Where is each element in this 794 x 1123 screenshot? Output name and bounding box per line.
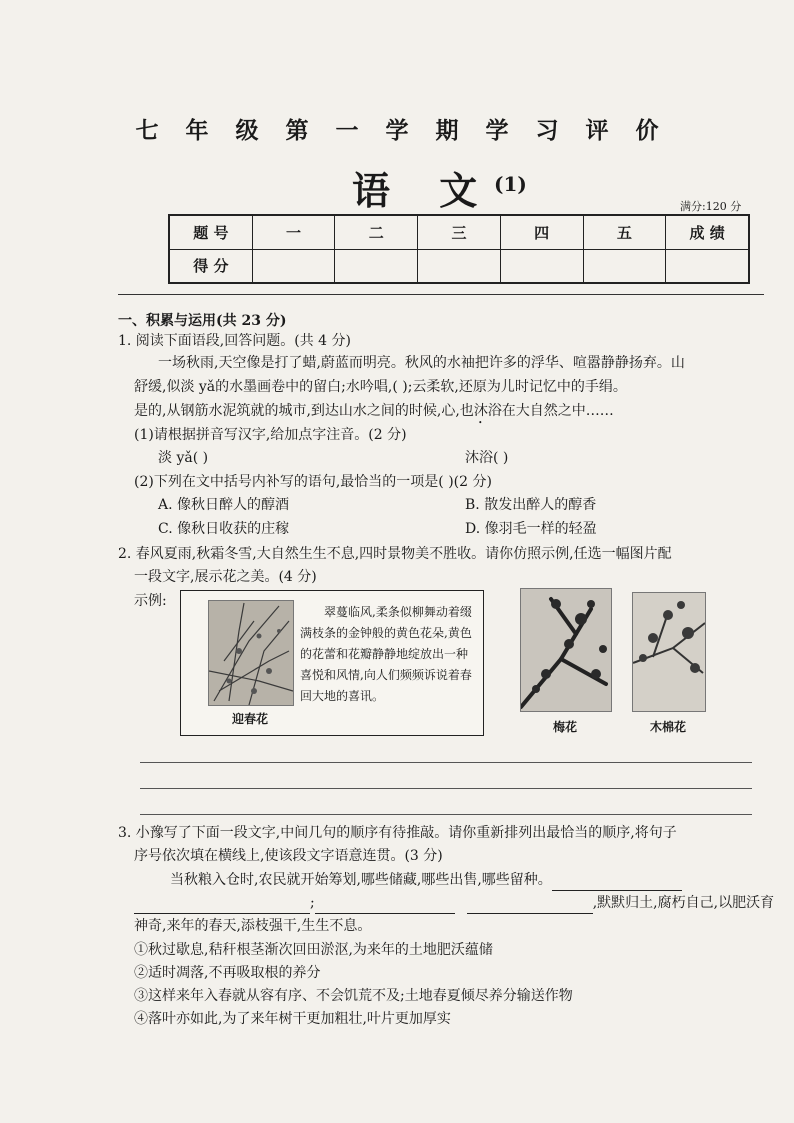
answer-line-2[interactable] (140, 788, 752, 789)
q1-option-d[interactable]: D. 像羽毛一样的轻盈 (465, 521, 597, 537)
subject-number: (1) (494, 172, 527, 196)
score-cell-total: 成 绩 (666, 215, 749, 249)
q1-option-a[interactable]: A. 像秋日醉人的醇酒 (158, 497, 290, 513)
example-text: 翠蔓临风,柔条似柳舞动着缀满枝条的金钟般的黄色花朵,黄色的花蕾和花瓣静静地绽放出一种喜悦和风情,向人们频频诉说着春回大地的喜讯。 (300, 605, 472, 703)
plum-blossom-image (520, 588, 612, 712)
score-input-2[interactable] (335, 249, 418, 283)
score-cell-1: 一 (252, 215, 335, 249)
q1-sub1-answer-a[interactable]: 淡 yǎ( ) (158, 450, 209, 466)
q3-text-line1 (170, 869, 682, 891)
caption-yingchun: 迎春花 (231, 712, 268, 726)
full-mark: 满分:120 分 (680, 200, 742, 213)
q3-prompt-line1: 3. 小豫写了下面一段文字,中间几句的顺序有待推敲。请你重新排列出最恰当的顺序,将句子 (118, 825, 677, 841)
score-cell-2: 二 (335, 215, 418, 249)
q3-blank-1[interactable] (552, 874, 682, 891)
score-table-score-row (169, 249, 749, 283)
caption-plum: 梅花 (552, 720, 577, 734)
score-input-total[interactable] (666, 249, 749, 283)
q1-sub1: (1)请根据拼音写汉字,给加点字注音。(2 分) (134, 427, 407, 443)
score-input-3[interactable] (418, 249, 501, 283)
q3-option-4: ④落叶亦如此,为了来年树干更加粗壮,叶片更加厚实 (134, 1011, 451, 1027)
q3-blank-3[interactable] (315, 897, 455, 914)
score-table (168, 214, 750, 284)
q2-prompt-line1: 2. 春风夏雨,秋霜冬雪,大自然生生不息,四时景物美不胜收。请你仿照示例,任选一幅图片配 (118, 546, 672, 562)
q1-para-line3-pre: 是的,从钢筋水泥筑就的城市,到达山水之间的时候,心,也 (134, 403, 474, 419)
score-cell-label: 题 号 (169, 215, 252, 249)
answer-line-3[interactable] (140, 814, 752, 815)
subject-title: 语 文 (352, 168, 496, 213)
q3-option-3: ③这样来年入春就从容有序、不会饥荒不及;土地春夏倾尽养分输送作物 (134, 988, 573, 1004)
q1-para-line2 (134, 376, 627, 398)
q2-example-label: 示例: (134, 593, 167, 609)
q3-prompt-line2: 序号依次填在横线上,使该段文字语意连贯。(3 分) (134, 848, 443, 864)
q1-para-line2-pinyin: 淡 yǎ (180, 379, 216, 395)
q3-separator: ; (310, 895, 315, 911)
q1-para-line1: 一场秋雨,天空像是打了蜡,蔚蓝而明亮。秋风的水袖把许多的浮华、喧嚣静静扬弃。山 (158, 355, 685, 371)
q1-sub2: (2)下列在文中括号内补写的语句,最恰当的一项是( )(2 分) (134, 474, 492, 490)
q1-option-c[interactable]: C. 像秋日收获的庄稼 (158, 521, 290, 537)
q1-option-b[interactable]: B. 散发出醉人的醇香 (465, 497, 597, 513)
yingchun-flower-image (208, 600, 294, 706)
score-cell-3: 三 (418, 215, 501, 249)
score-cell-4: 四 (500, 215, 583, 249)
score-table-header-row (169, 215, 749, 249)
q3-text-cont: ,默默归土,腐朽自己,以肥沃育 (592, 895, 775, 911)
q2-prompt-line2: 一段文字,展示花之美。(4 分) (134, 569, 317, 585)
score-input-4[interactable] (500, 249, 583, 283)
q1-para-line2-pre: 舒缓,似 (134, 379, 181, 395)
header-divider (118, 294, 764, 295)
q3-blank-2[interactable] (134, 897, 310, 914)
kapok-flower-image (632, 592, 706, 712)
q1-para-line3-post: 浴在大自然之中…… (487, 403, 614, 419)
section-title: 一、积累与运用(共 23 分) (118, 313, 287, 329)
q1-dotted-char: 沐 (473, 403, 488, 419)
q3-text-line2 (134, 892, 774, 914)
q3-blank-4[interactable] (467, 897, 593, 914)
caption-kapok: 木棉花 (649, 720, 686, 734)
q1-para-line2-post: 的水墨画卷中的留白;水吟唱,( );云柔软,还原为儿时记忆中的手绢。 (215, 379, 627, 395)
q3-option-2: ②适时凋落,不再吸取根的养分 (134, 965, 321, 981)
q1-sub1-answer-b[interactable]: 沐浴( ) (465, 450, 509, 466)
score-cell-5: 五 (583, 215, 666, 249)
q3-option-1: ①秋过歇息,秸秆根茎渐次回田淤沤,为来年的土地肥沃蕴储 (134, 942, 493, 958)
q1-para-line3 (134, 400, 614, 427)
score-input-5[interactable] (583, 249, 666, 283)
score-input-1[interactable] (252, 249, 335, 283)
answer-line-1[interactable] (140, 762, 752, 763)
q3-text-line3: 神奇,来年的春天,添枝强干,生生不息。 (134, 918, 372, 934)
q1-prompt: 1. 阅读下面语段,回答问题。(共 4 分) (118, 333, 351, 349)
score-row-label: 得 分 (169, 249, 252, 283)
q3-text-start: 当秋粮入仓时,农民就开始筹划,哪些储藏,哪些出售,哪些留种。 (170, 872, 552, 888)
page-title: 七年级第一学期学习评价 (135, 117, 686, 144)
